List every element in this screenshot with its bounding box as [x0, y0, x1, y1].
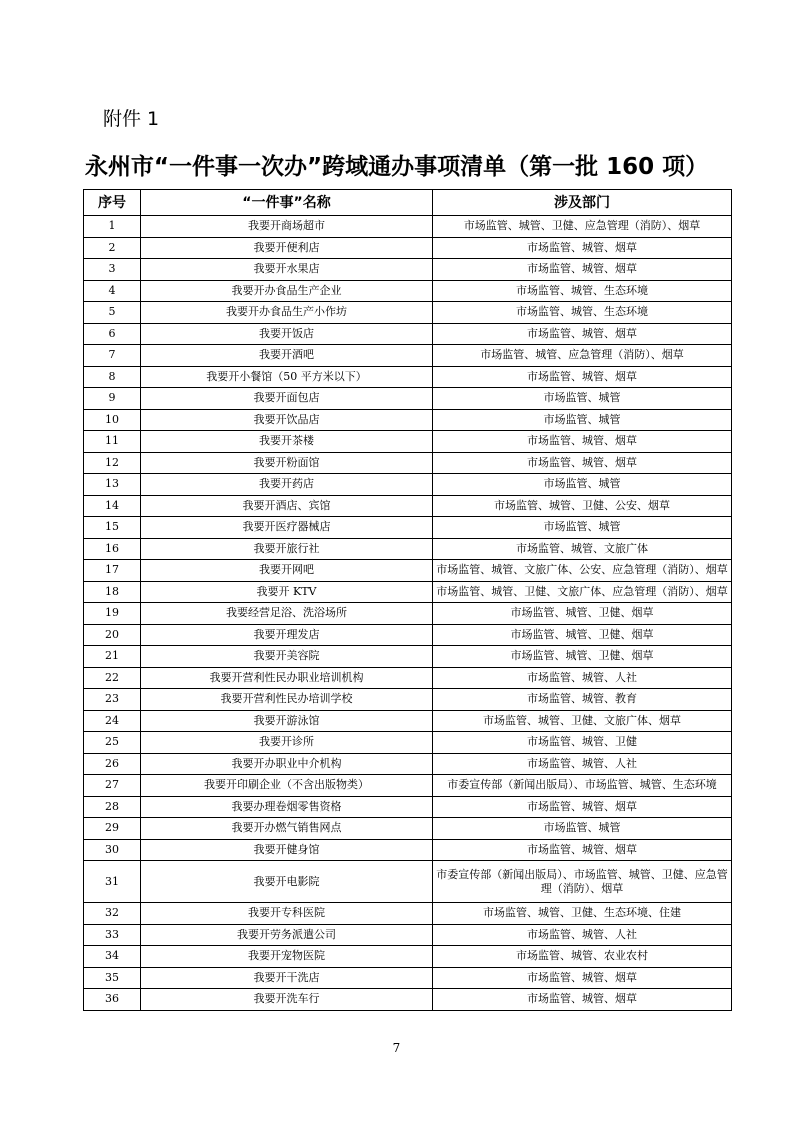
row-name: 我要开干洗店 — [141, 967, 433, 989]
row-departments: 市委宣传部（新闻出版局）、市场监管、城管、卫健、应急管理（消防）、烟草 — [433, 861, 732, 903]
table-row — [84, 603, 732, 625]
row-departments: 市场监管、城管、人社 — [433, 924, 732, 946]
row-number: 6 — [84, 323, 141, 345]
row-departments: 市场监管、城管、卫健、公安、烟草 — [433, 495, 732, 517]
row-number: 23 — [84, 689, 141, 711]
row-number: 21 — [84, 646, 141, 668]
row-number: 7 — [84, 345, 141, 367]
table-row — [84, 796, 732, 818]
row-number: 36 — [84, 989, 141, 1011]
row-departments: 市场监管、城管、烟草 — [433, 839, 732, 861]
row-name: 我要开洗车行 — [141, 989, 433, 1011]
table-row — [84, 924, 732, 946]
row-departments: 市场监管、城管、卫健、烟草 — [433, 646, 732, 668]
table-row — [84, 967, 732, 989]
table-row — [84, 388, 732, 410]
table-row — [84, 946, 732, 968]
row-name: 我要开营利性民办职业培训机构 — [141, 667, 433, 689]
table-row — [84, 495, 732, 517]
row-departments: 市场监管、城管、农业农村 — [433, 946, 732, 968]
row-departments: 市场监管、城管、烟草 — [433, 323, 732, 345]
row-departments: 市场监管、城管、卫健、烟草 — [433, 603, 732, 625]
row-number: 20 — [84, 624, 141, 646]
row-number: 4 — [84, 280, 141, 302]
row-name: 我要开酒吧 — [141, 345, 433, 367]
row-departments: 市场监管、城管、烟草 — [433, 452, 732, 474]
table-row — [84, 474, 732, 496]
row-name: 我要开便利店 — [141, 237, 433, 259]
row-departments: 市场监管、城管、卫健、文旅广体、烟草 — [433, 710, 732, 732]
row-number: 13 — [84, 474, 141, 496]
row-number: 29 — [84, 818, 141, 840]
row-departments: 市委宣传部（新闻出版局）、市场监管、城管、生态环境 — [433, 775, 732, 797]
table-row — [84, 560, 732, 582]
row-departments: 市场监管、城管 — [433, 474, 732, 496]
table-row — [84, 732, 732, 754]
document-title: 永州市“一件事一次办”跨域通办事项清单（第一批 160 项） — [84, 154, 709, 180]
row-number: 24 — [84, 710, 141, 732]
row-departments: 市场监管、城管、烟草 — [433, 989, 732, 1011]
row-number: 27 — [84, 775, 141, 797]
row-name: 我要开办燃气销售网点 — [141, 818, 433, 840]
matters-table — [83, 189, 732, 1011]
row-number: 11 — [84, 431, 141, 453]
row-number: 26 — [84, 753, 141, 775]
row-departments: 市场监管、城管、卫健、文旅广体、应急管理（消防）、烟草 — [433, 581, 732, 603]
table-row — [84, 839, 732, 861]
row-name: 我要开水果店 — [141, 259, 433, 281]
table-row — [84, 323, 732, 345]
row-number: 16 — [84, 538, 141, 560]
row-name: 我要开饭店 — [141, 323, 433, 345]
header-dept: 涉及部门 — [433, 190, 732, 216]
table-row — [84, 689, 732, 711]
row-name: 我要开饮品店 — [141, 409, 433, 431]
header-name: “一件事”名称 — [141, 190, 433, 216]
row-number: 12 — [84, 452, 141, 474]
table-row — [84, 517, 732, 539]
table-row — [84, 903, 732, 925]
row-name: 我要开 KTV — [141, 581, 433, 603]
row-number: 34 — [84, 946, 141, 968]
row-name: 我要经营足浴、洗浴场所 — [141, 603, 433, 625]
row-number: 32 — [84, 903, 141, 925]
table-row — [84, 753, 732, 775]
row-departments: 市场监管、城管、烟草 — [433, 431, 732, 453]
table-row — [84, 302, 732, 324]
row-name: 我要开医疗器械店 — [141, 517, 433, 539]
table-row — [84, 452, 732, 474]
table-row — [84, 667, 732, 689]
row-name: 我要办理卷烟零售资格 — [141, 796, 433, 818]
row-number: 33 — [84, 924, 141, 946]
row-number: 5 — [84, 302, 141, 324]
table-row — [84, 431, 732, 453]
row-number: 14 — [84, 495, 141, 517]
row-number: 28 — [84, 796, 141, 818]
row-departments: 市场监管、城管、文旅广体、公安、应急管理（消防）、烟草 — [433, 560, 732, 582]
row-name: 我要开办食品生产小作坊 — [141, 302, 433, 324]
row-name: 我要开营利性民办培训学校 — [141, 689, 433, 711]
row-departments: 市场监管、城管、烟草 — [433, 237, 732, 259]
row-number: 25 — [84, 732, 141, 754]
row-name: 我要开商场超市 — [141, 216, 433, 238]
table-row — [84, 710, 732, 732]
row-departments: 市场监管、城管 — [433, 409, 732, 431]
table-row — [84, 989, 732, 1011]
table-row — [84, 646, 732, 668]
row-name: 我要开办食品生产企业 — [141, 280, 433, 302]
row-departments: 市场监管、城管 — [433, 388, 732, 410]
table-row — [84, 259, 732, 281]
row-departments: 市场监管、城管、卫健 — [433, 732, 732, 754]
row-departments: 市场监管、城管、教育 — [433, 689, 732, 711]
table-row — [84, 624, 732, 646]
table-row — [84, 818, 732, 840]
row-departments: 市场监管、城管、生态环境 — [433, 302, 732, 324]
row-number: 15 — [84, 517, 141, 539]
row-departments: 市场监管、城管、文旅广体 — [433, 538, 732, 560]
row-number: 9 — [84, 388, 141, 410]
row-departments: 市场监管、城管、人社 — [433, 667, 732, 689]
attachment-label: 附件 1 — [103, 108, 160, 130]
table-row — [84, 366, 732, 388]
table-row — [84, 409, 732, 431]
row-number: 31 — [84, 861, 141, 903]
row-name: 我要开诊所 — [141, 732, 433, 754]
row-departments: 市场监管、城管、卫健、烟草 — [433, 624, 732, 646]
table-row — [84, 237, 732, 259]
row-number: 10 — [84, 409, 141, 431]
row-name: 我要开印刷企业（不含出版物类） — [141, 775, 433, 797]
row-name: 我要开小餐馆（50 平方米以下） — [141, 366, 433, 388]
row-name: 我要开电影院 — [141, 861, 433, 903]
row-name: 我要开网吧 — [141, 560, 433, 582]
table-row — [84, 775, 732, 797]
row-departments: 市场监管、城管 — [433, 517, 732, 539]
row-name: 我要开游泳馆 — [141, 710, 433, 732]
row-number: 17 — [84, 560, 141, 582]
row-number: 19 — [84, 603, 141, 625]
row-name: 我要开美容院 — [141, 646, 433, 668]
row-departments: 市场监管、城管、烟草 — [433, 967, 732, 989]
header-no: 序号 — [84, 190, 141, 216]
page-number: 7 — [392, 1041, 401, 1055]
row-number: 18 — [84, 581, 141, 603]
row-departments: 市场监管、城管、人社 — [433, 753, 732, 775]
row-departments: 市场监管、城管、生态环境 — [433, 280, 732, 302]
table-row — [84, 538, 732, 560]
row-name: 我要开药店 — [141, 474, 433, 496]
row-number: 30 — [84, 839, 141, 861]
table-row — [84, 345, 732, 367]
row-departments: 市场监管、城管 — [433, 818, 732, 840]
row-departments: 市场监管、城管、烟草 — [433, 796, 732, 818]
row-name: 我要开专科医院 — [141, 903, 433, 925]
row-departments: 市场监管、城管、烟草 — [433, 366, 732, 388]
table-row — [84, 581, 732, 603]
row-name: 我要开面包店 — [141, 388, 433, 410]
row-name: 我要开健身馆 — [141, 839, 433, 861]
row-number: 2 — [84, 237, 141, 259]
row-name: 我要开茶楼 — [141, 431, 433, 453]
table-row — [84, 216, 732, 238]
row-departments: 市场监管、城管、卫健、应急管理（消防）、烟草 — [433, 216, 732, 238]
table-row — [84, 861, 732, 903]
table-body — [84, 216, 732, 1011]
row-name: 我要开劳务派遣公司 — [141, 924, 433, 946]
row-number: 8 — [84, 366, 141, 388]
row-number: 22 — [84, 667, 141, 689]
row-name: 我要开宠物医院 — [141, 946, 433, 968]
row-name: 我要开粉面馆 — [141, 452, 433, 474]
row-number: 3 — [84, 259, 141, 281]
table-header-row — [84, 190, 732, 216]
row-departments: 市场监管、城管、烟草 — [433, 259, 732, 281]
row-name: 我要开理发店 — [141, 624, 433, 646]
row-departments: 市场监管、城管、应急管理（消防）、烟草 — [433, 345, 732, 367]
row-departments: 市场监管、城管、卫健、生态环境、住建 — [433, 903, 732, 925]
row-name: 我要开酒店、宾馆 — [141, 495, 433, 517]
row-name: 我要开办职业中介机构 — [141, 753, 433, 775]
row-number: 35 — [84, 967, 141, 989]
table-row — [84, 280, 732, 302]
row-number: 1 — [84, 216, 141, 238]
row-name: 我要开旅行社 — [141, 538, 433, 560]
